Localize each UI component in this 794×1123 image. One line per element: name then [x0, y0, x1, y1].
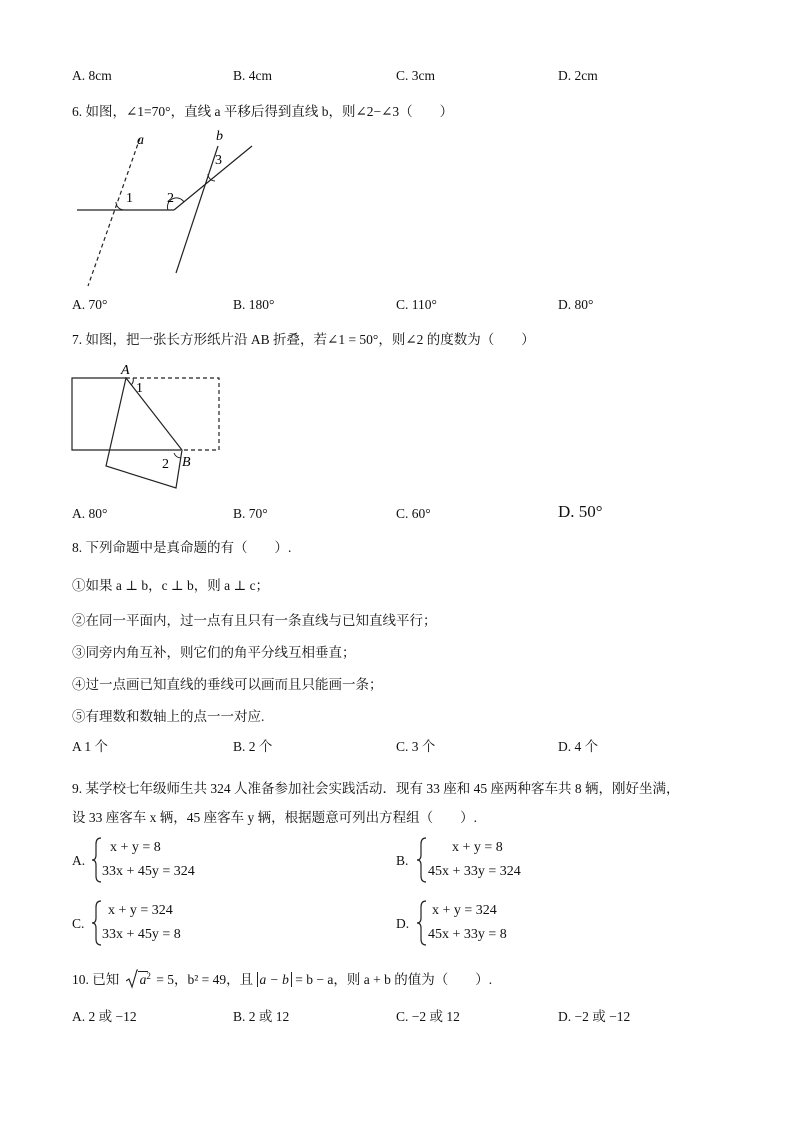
q10-option-a: A. 2 或 −12 [72, 1009, 137, 1024]
q8-item-5: ⑤有理数和数轴上的点一一对应. [72, 709, 265, 724]
q8-option-d: D. 4 个 [558, 739, 599, 754]
q7-figure [68, 362, 228, 492]
q6-stem: 6. 如图，∠1=70°，直线 a 平移后得到直线 b，则∠2−∠3（ ） [72, 104, 454, 119]
q7-folded-flap [106, 378, 182, 488]
q7-label-A: A [121, 363, 130, 378]
q10-sqrt-expression: $a^2$ [126, 969, 153, 989]
q9-option-b-label: B. [396, 853, 409, 868]
q8-stem: 8. 下列命题中是真命题的有（ ）. [72, 540, 292, 555]
q9-option-d-eq1: x + y = 324 [432, 903, 497, 918]
q9-option-b-brace [416, 836, 428, 884]
q10-stem-suffix: = b − a，则 a + b 的值为（ ）. [295, 972, 493, 987]
q9-option-d-label: D. [396, 916, 410, 931]
q6-label-2: 2 [167, 191, 174, 206]
q8-option-c: C. 3 个 [396, 739, 436, 754]
q10-radical-sign [126, 969, 138, 989]
q10-stem-middle: = 5，b² = 49，且 [156, 972, 254, 987]
q8-option-a: A 1 个 [72, 739, 109, 754]
q6-line-b [176, 146, 218, 273]
q6-angle1-arc [116, 202, 124, 210]
q9-option-c-eq2: 33x + 45y = 8 [102, 927, 181, 942]
q7-option-c: C. 60° [396, 506, 431, 521]
q7-label-B: B [182, 455, 191, 470]
q7-option-a: A. 80° [72, 506, 108, 521]
q9-option-a-label: A. [72, 853, 86, 868]
q7-option-b: B. 70° [233, 506, 268, 521]
q9-option-d-brace [416, 899, 428, 947]
q5-option-d: D. 2cm [558, 68, 598, 83]
q10-stem-prefix: 10. 已知 [72, 972, 120, 987]
q10-stem [72, 968, 492, 989]
q6-option-a: A. 70° [72, 297, 108, 312]
q5-option-c: C. 3cm [396, 68, 435, 83]
q9-stem-line1: 9. 某学校七年级师生共 324 人准备参加社会实践活动．现有 33 座和 45 座两种客车共 8 辆，刚好坐满， [72, 781, 680, 796]
q6-label-3: 3 [215, 153, 222, 168]
q7-angle1-arc [131, 378, 133, 385]
q6-option-b: B. 180° [233, 297, 275, 312]
q9-option-b-eq2: 45x + 33y = 324 [428, 864, 521, 879]
q8-item-2: ②在同一平面内，过一点有且只有一条直线与已知直线平行； [72, 613, 437, 628]
q8-item-4: ④过一点画已知直线的垂线可以画而且只能画一条； [72, 677, 383, 692]
q8-option-b: B. 2 个 [233, 739, 273, 754]
q7-rectangle-solid [72, 378, 180, 450]
q9-option-c-eq1: x + y = 324 [108, 903, 173, 918]
q9-option-d-eq2: 45x + 33y = 8 [428, 927, 507, 942]
q7-label-2: 2 [162, 457, 169, 472]
q8-item-3: ③同旁内角互补，则它们的角平分线互相垂直； [72, 645, 356, 660]
q6-label-1: 1 [126, 191, 133, 206]
q6-option-d: D. 80° [558, 297, 594, 312]
q9-stem-line2: 设 33 座客车 x 辆，45 座客车 y 辆，根据题意可列出方程组（ ）. [72, 810, 477, 825]
q10-sqrt-content: a [139, 972, 147, 987]
q8-item-1: ①如果 a ⊥ b，c ⊥ b，则 a ⊥ c； [72, 578, 270, 593]
q7-option-d: D. 50° [558, 502, 603, 521]
q5-option-a: A. 8cm [72, 68, 112, 83]
q5-option-b: B. 4cm [233, 68, 272, 83]
q7-angle2-arc [174, 453, 181, 458]
q9-option-c-label: C. [72, 916, 85, 931]
q6-figure [70, 128, 270, 288]
q6-label-b: b [216, 129, 223, 144]
q6-label-a: a [137, 133, 144, 148]
q10-option-d: D. −2 或 −12 [558, 1009, 631, 1024]
q9-option-a-eq1: x + y = 8 [110, 840, 161, 855]
q6-transversal [174, 146, 252, 210]
q6-line-a [88, 138, 140, 286]
q10-option-c: C. −2 或 12 [396, 1009, 460, 1024]
q7-label-1: 1 [136, 381, 143, 396]
q10-abs-expression: a − b [257, 972, 292, 987]
q9-option-a-eq2: 33x + 45y = 324 [102, 864, 195, 879]
q10-option-b: B. 2 或 12 [233, 1009, 290, 1024]
q7-stem: 7. 如图，把一张长方形纸片沿 AB 折叠，若∠1 = 50°，则∠2 的度数为（ ） [72, 332, 535, 347]
q9-option-b-eq1: x + y = 8 [452, 840, 503, 855]
q6-option-c: C. 110° [396, 297, 437, 312]
